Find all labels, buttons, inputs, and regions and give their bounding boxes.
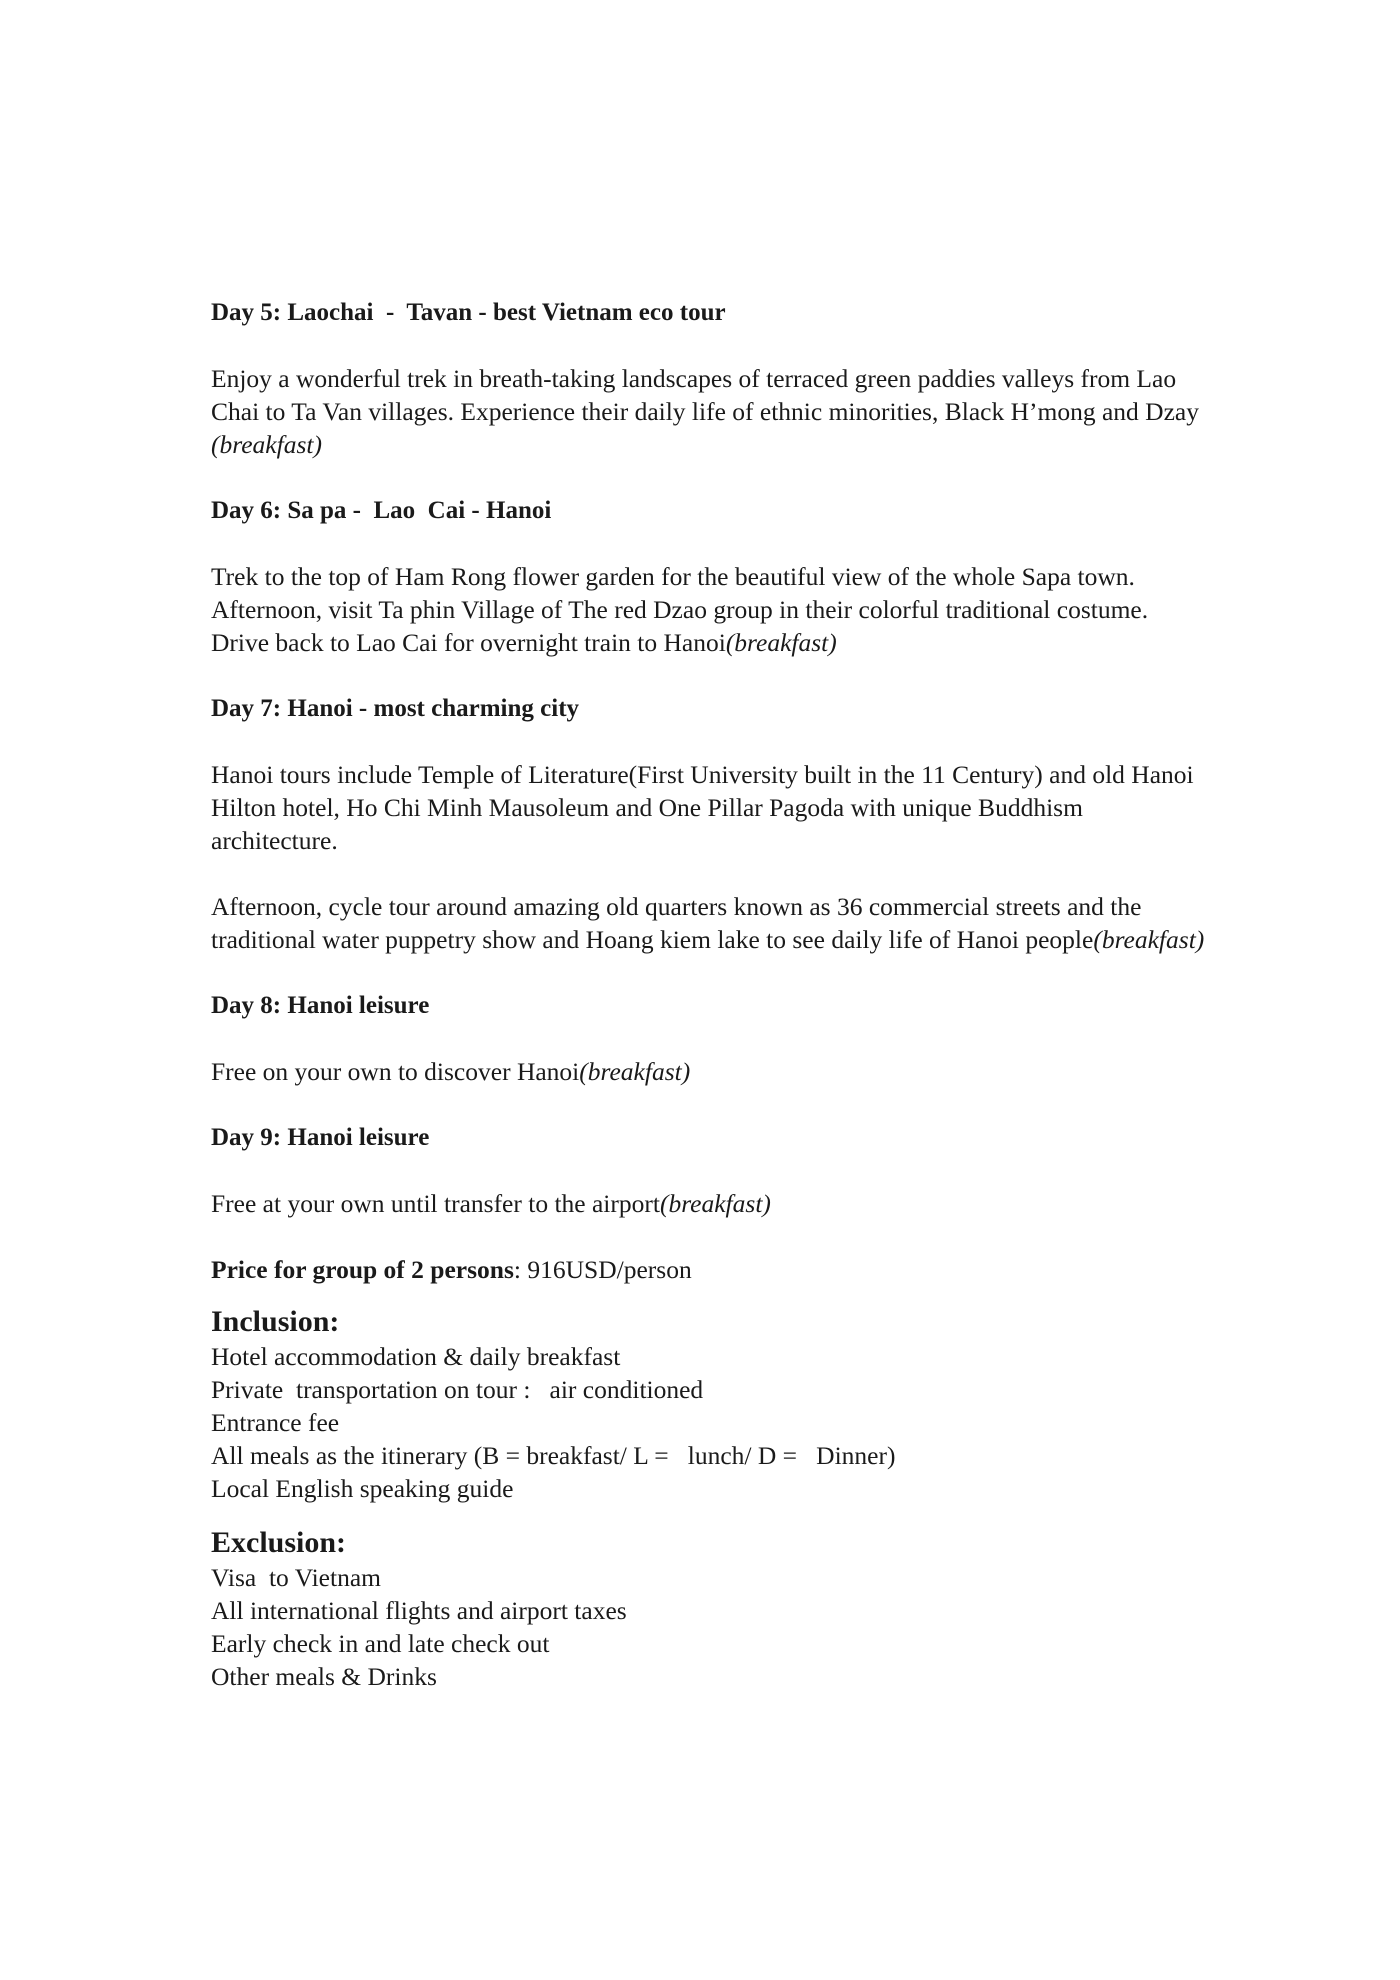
list-item: All international flights and airport taxes [211,1596,627,1625]
list-item: Other meals & Drinks [211,1662,437,1691]
inclusion-section [211,1304,1211,1505]
day-description [211,1055,1211,1088]
day-title: Day 8: Hanoi leisure [211,992,430,1019]
day-description [211,890,1211,956]
day-title: Day 5: Laochai - Tavan - best Vietnam eco tour [211,299,726,326]
meal-note: (breakfast) [1093,925,1205,954]
meal-note: (breakfast) [579,1057,691,1086]
day-description [211,758,1211,857]
list-item: Early check in and late check out [211,1629,550,1658]
list-item: Hotel accommodation & daily breakfast [211,1342,621,1371]
description-text: Hanoi tours include Temple of Literature(First University built in the 11 Century) and old Hanoi Hilton hotel, Ho Chi Minh Mausoleum and One Pillar Pagoda with unique Buddhism architecture. [211,760,1194,855]
day-description [211,560,1211,659]
exclusion-section [211,1525,1211,1693]
day-title: Day 6: Sa pa - Lao Cai - Hanoi [211,497,552,524]
description-text: Enjoy a wonderful trek in breath-taking landscapes of terraced green paddies valleys from Lao Chai to Ta Van villages. Experience their daily life of ethnic minorities, Black H’mong and Dzay [211,364,1199,426]
list-item: Private transportation on tour : air conditioned [211,1375,704,1404]
description-text: Afternoon, cycle tour around amazing old quarters known as 36 commercial streets and the traditional water puppetry show and Hoang kiem lake to see daily life of Hanoi people [211,892,1142,954]
meal-note: (breakfast) [659,1189,771,1218]
day-section [211,692,1211,956]
day-section [211,494,1211,659]
day-description [211,1187,1211,1220]
day-section [211,296,1211,461]
price-value: : 916USD/person [513,1255,692,1284]
itinerary-page [211,296,1211,1713]
description-text: Free on your own to discover Hanoi [211,1057,580,1086]
meal-note: (breakfast) [211,430,322,459]
list-item: Visa to Vietnam [211,1563,381,1592]
description-text: Trek to the top of Ham Rong flower garden for the beautiful view of the whole Sapa town. Afternoon, visit Ta phin Village of The red Dzao group in their colorful traditional costume. Drive back to Lao Cai for overnight train to Hanoi [211,562,1149,657]
day-description [211,362,1211,461]
day-title: Day 7: Hanoi - most charming city [211,695,580,722]
list-item: Local English speaking guide [211,1474,514,1503]
meal-note: (breakfast) [725,628,837,657]
day-section [211,1121,1211,1220]
price-label: Price for group of 2 persons [211,1255,514,1284]
exclusion-title: Exclusion: [211,1526,347,1559]
inclusion-list [211,1340,1211,1505]
day-section [211,989,1211,1088]
price-line [211,1253,1211,1286]
list-item: All meals as the itinerary (B = breakfast/ L = lunch/ D = Dinner) [211,1441,896,1470]
description-text: Free at your own until transfer to the airport [211,1189,660,1218]
inclusion-title: Inclusion: [211,1305,340,1338]
exclusion-list [211,1561,1211,1693]
day-title: Day 9: Hanoi leisure [211,1124,430,1151]
list-item: Entrance fee [211,1408,340,1437]
